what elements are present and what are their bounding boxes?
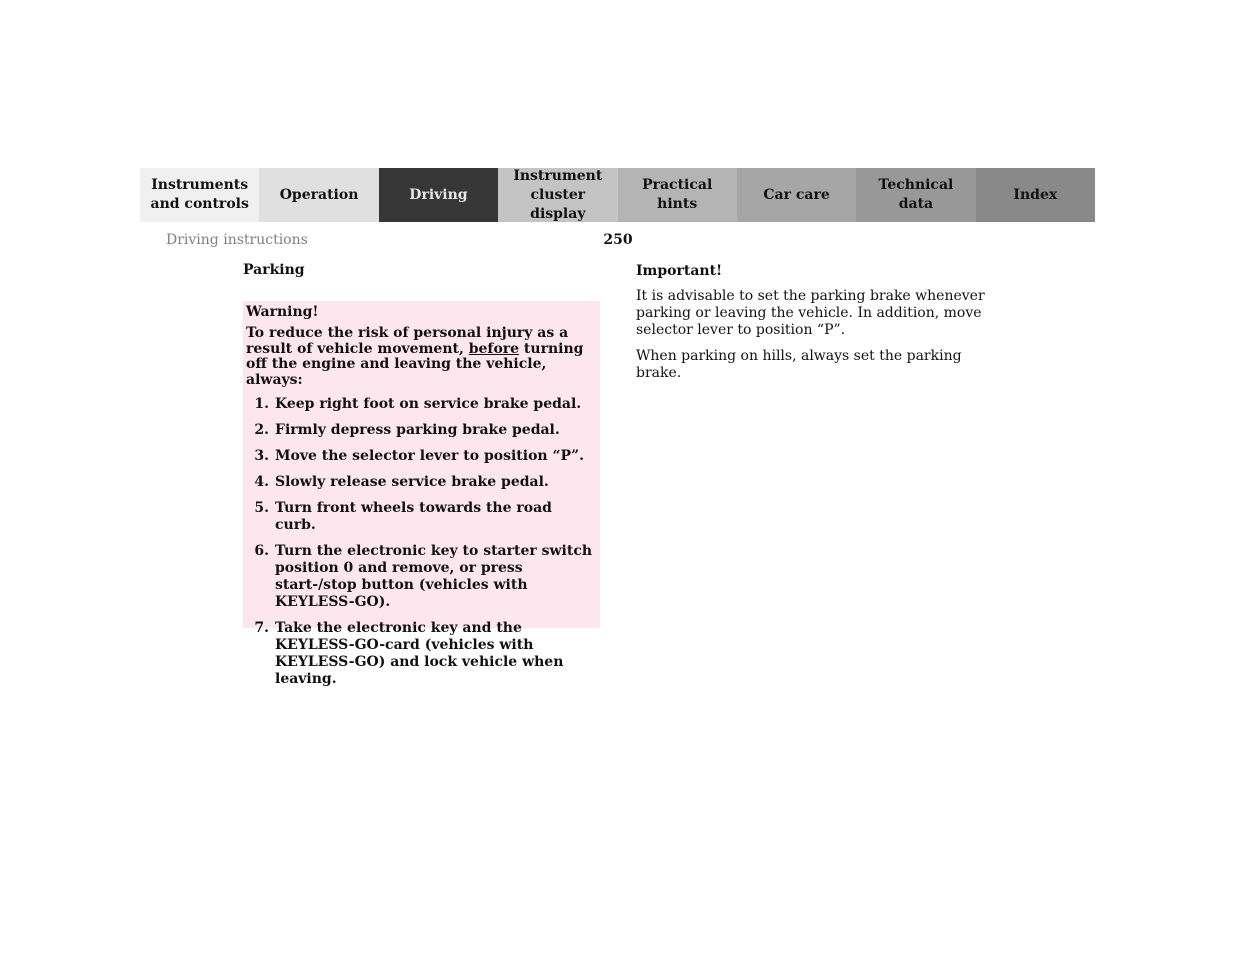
tab-operation[interactable]: Operation [259,168,378,222]
step-text: Turn front wheels towards the road curb. [275,500,552,533]
step-number: 4. [254,474,269,490]
step-number: 7. [254,620,269,636]
step-text: Keep right foot on service brake pedal. [275,396,582,412]
warning-intro [246,326,597,388]
warning-steps-list [246,396,597,688]
tab-driving[interactable]: Driving [379,168,498,222]
list-item [246,422,597,439]
page-heading: Parking [243,262,305,278]
list-item [246,396,597,413]
important-note [636,262,986,391]
important-paragraph: It is advisable to set the parking brake whenever parking or leaving the vehicle. In addition, move selector lever to position “P”. [636,288,985,338]
list-item [246,474,597,491]
list-item [246,620,597,688]
step-text: Turn the electronic key to starter switch position 0 and remove, or press start-/stop button (vehicles with KEYLESS-GO). [275,543,593,610]
list-item [246,500,597,534]
chapter-tab-bar [140,168,1095,222]
tab-practical-hints[interactable]: Practical hints [618,168,737,222]
warning-box [243,301,600,687]
step-number: 3. [254,448,269,464]
step-number: 1. [254,396,269,412]
warning-title: Warning! [246,304,319,320]
tab-car-care[interactable]: Car care [737,168,856,222]
step-number: 2. [254,422,269,438]
tab-index[interactable]: Index [976,168,1095,222]
step-text: Move the selector lever to position “P”. [275,448,584,464]
step-text: Slowly release service brake pedal. [275,474,549,490]
tab-technical-data[interactable]: Technical data [856,168,975,222]
list-item [246,448,597,465]
section-title: Driving instructions [166,232,308,248]
step-number: 6. [254,543,269,559]
important-paragraph: When parking on hills, always set the parking brake. [636,348,962,381]
tab-instrument-cluster-display[interactable]: Instrument cluster display [498,168,617,222]
step-number: 5. [254,500,269,516]
warning-intro-emphasis: before [468,340,520,357]
step-text: Firmly depress parking brake pedal. [275,422,560,438]
warning-intro-text-end: turning off the engine and leaving the vehicle, always: [246,340,584,388]
page-number: 250 [603,232,633,248]
tab-instruments-and-controls[interactable]: Instruments and controls [140,168,259,222]
warning-intro-text: To reduce the risk of personal injury as a result of vehicle movement, [246,325,569,357]
important-title: Important! [636,263,723,279]
list-item [246,543,597,611]
step-text: Take the electronic key and the KEYLESS-GO-card (vehicles with KEYLESS-GO) and lock vehicle when leaving. [275,620,564,687]
